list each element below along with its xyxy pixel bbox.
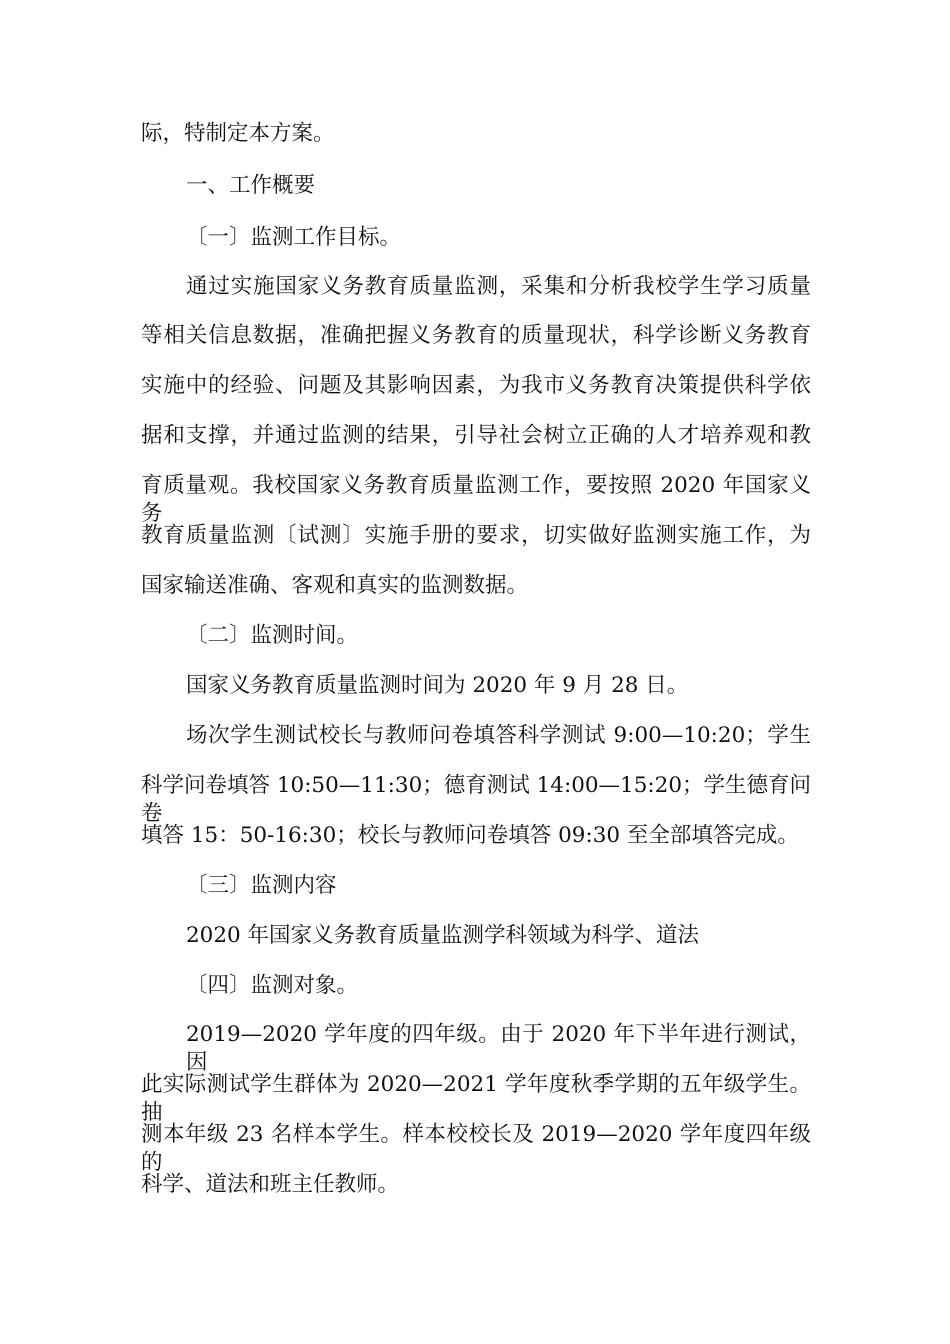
subsection-heading: 〔一〕监测工作目标。 [186,225,402,250]
paragraph-line: 据和支撑，并通过监测的结果，引导社会树立正确的人才培养观和教 [141,423,811,448]
paragraph-line: 国家输送准确、客观和真实的监测数据。 [141,573,529,598]
paragraph-line: 教育质量监测〔试测〕实施手册的要求，切实做好监测实施工作，为 [141,523,811,548]
paragraph-line: 等相关信息数据，准确把握义务教育的质量现状，科学诊断义务教育 [141,323,811,348]
section-heading: 一、工作概要 [186,173,316,198]
paragraph-line: 填答 15：50-16:30；校长与教师问卷填答 09:30 至全部填答完成。 [141,823,799,848]
paragraph-line: 测本年级 23 名样本学生。样本校校长及 2019—2020 学年度四年级的 [141,1122,811,1175]
continuation-line: 际，特制定本方案。 [141,121,335,146]
paragraph-line: 场次学生测试校长与教师问卷填答科学测试 9:00—10:20；学生 [186,723,811,748]
subsection-heading: 〔四〕监测对象。 [186,973,359,998]
subsection-heading: 〔三〕监测内容 [186,873,337,898]
paragraph-line: 国家义务教育质量监测时间为 2020 年 9 月 28 日。 [186,673,689,698]
subsection-heading: 〔二〕监测时间。 [186,623,359,648]
paragraph-line: 科学、道法和班主任教师。 [141,1172,400,1197]
paragraph-line: 通过实施国家义务教育质量监测，采集和分析我校学生学习质量 [186,274,811,299]
paragraph-line: 科学问卷填答 10:50—11:30；德育测试 14:00—15:20；学生德育问卷 [141,773,812,826]
paragraph-line: 2019—2020 学年度的四年级。由于 2020 年下半年进行测试，因 [186,1022,811,1075]
paragraph-line: 2020 年国家义务教育质量监测学科领域为科学、道法 [186,923,700,948]
paragraph-line: 育质量观。我校国家义务教育质量监测工作，要按照 2020 年国家义务 [141,473,811,526]
paragraph-line: 此实际测试学生群体为 2020—2021 学年度秋季学期的五年级学生。抽 [141,1072,811,1125]
paragraph-line: 实施中的经验、问题及其影响因素，为我市义务教育决策提供科学依 [141,373,811,398]
